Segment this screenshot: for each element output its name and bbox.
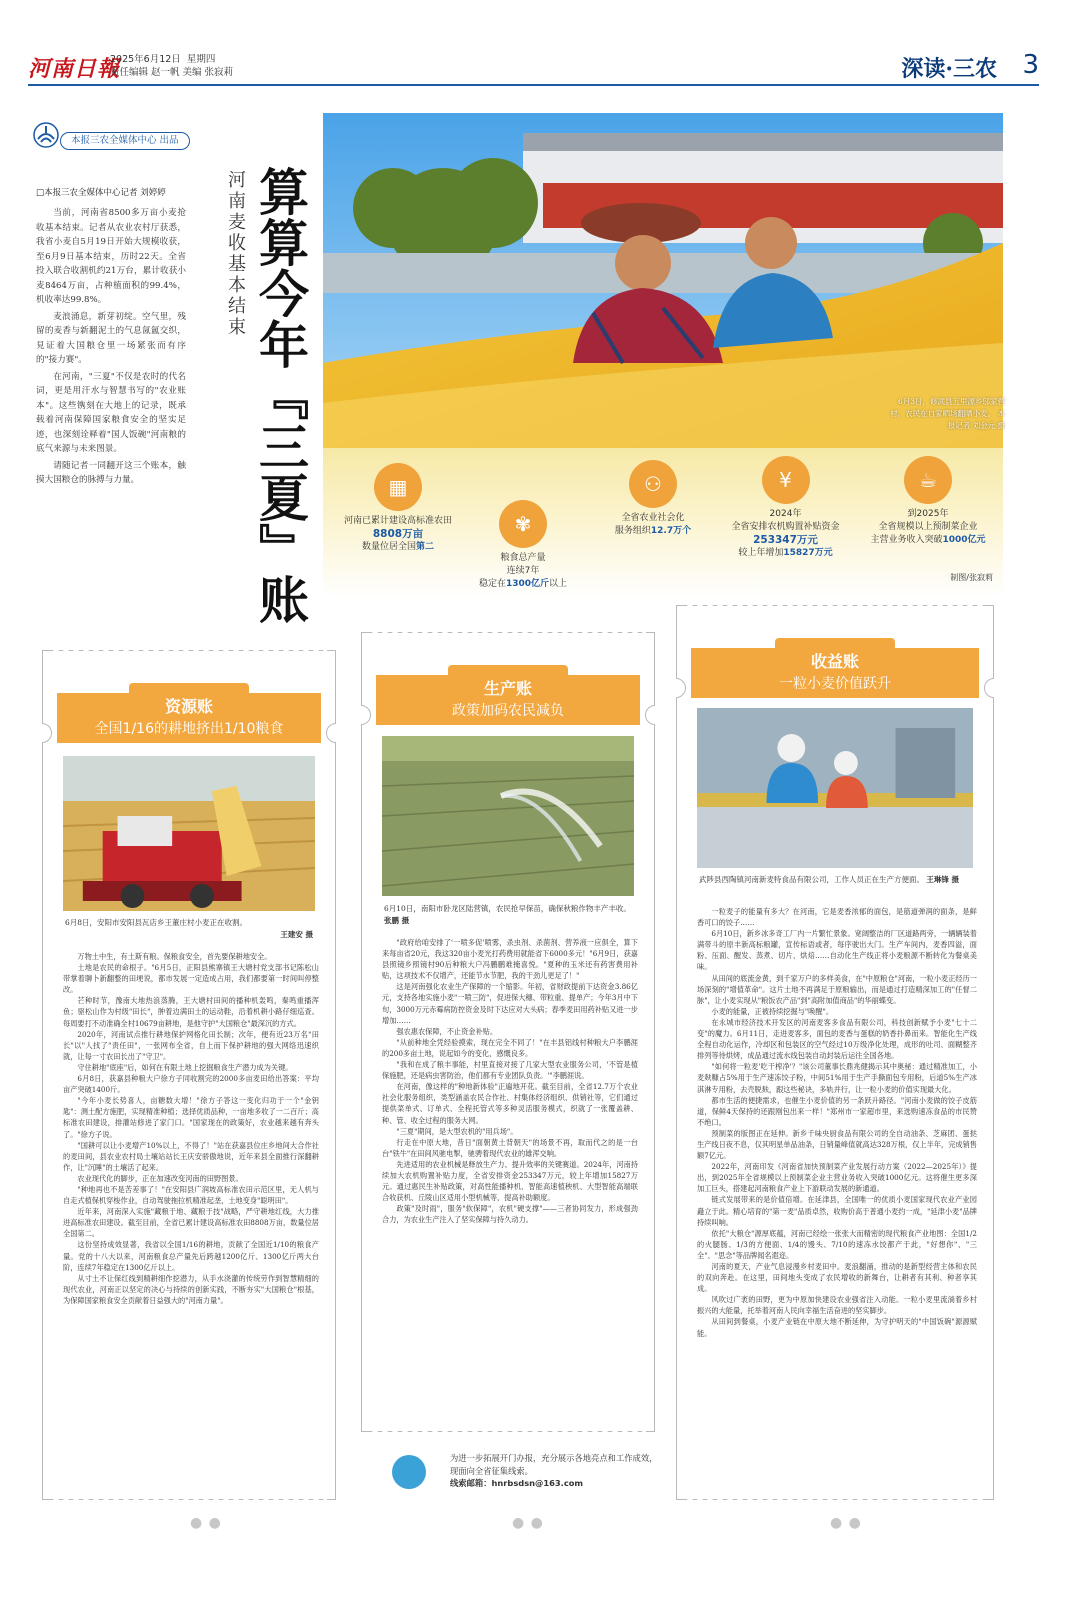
section-title: 深读·三农 (901, 56, 997, 82)
resource-photo-caption: 6月8日，安阳市安阳县瓦店乡王董庄村小麦正在收割。 王建安 摄 (65, 918, 313, 939)
production-article: "政府给咱安排了'一喷多促'喷雾，杀虫剂、杀菌剂、营养液一应俱全，算下来每亩省20元，我这320亩小麦光打药费用就能省下6000多元！"6月9日，获嘉县照镜乡照镜村90后种粮大户冯鹏鹏难掩喜悦。"夏种的玉米还有药害费用补贴，这项技术不仅增产，还能节水节肥，我的干劲儿更足了！" 这是河南强化农业生产保障的一个缩影。年初，省财政提前下达资金3.86亿元，支持各地实施小麦"一喷三防"，促进保大穗、带粒重、提单产；今年3月中下旬，3000万元赤霉病防控资金及时下达应对大头病；春季麦田用药补贴又进一步增加…… 强农惠农保障，不止资金补贴。 "从前种地全凭经验摸索，现在完全不同了！"在丰县铝线村种粮大户李鹏涯的200多亩土地，说起如今的变化，感慨良多。 "我和在成了粮丰事能，村里直接对接了几家大型农业服务公司，'不管是植保施肥，还是病虫害防治，他们都有专业团队负责。'"李鹏涯说。 在河南，像这样的"种地新体验"正遍地开花。截至目前，全省12.7万个农业社会化服务组织，类型涵盖农民合作社、村集体经济组织、供销社等，它们通过提供菜单式、订单式、全程托管式等多种灵活服务模式，织就了一张覆盖耕、种、管、收全过程的服务大网。 "三夏"期间，是大型农机的"用兵场"。 行走在中原大地，昔日"面朝黄土背朝天"的场景不再，取而代之的是一台台"铁牛"在田间风驰电掣，驰骋着现代农业的雄浑交响。 先进适用的农业机械是释放生产力、提升效率的关键赛道。2024年，河南持续加大农机购置补贴力度，全省安排资金253347万元，较上年增加15827万元。通过惠民生补贴政策，对高性能播种机、智能高速植秧机、大型智能高端联合收获机、丘陵山区适用小型机械等，提高补助额度。 政策"及时雨"，服务"软保障"，农机"硬支撑"——三者协同发力，形成强劲合力，为农业生产注入了坚实保障与持久动力。 (382, 938, 638, 1225)
column-title: 收益账 (810, 652, 859, 671)
resource-column (42, 650, 336, 1500)
column-subtitle: 一粒小麦价值跃升 (779, 676, 891, 692)
production-photo-caption: 6月10日，南阳市卧龙区陆营镇，农民抢早保苗，确保秋粮作物丰产丰收。 张鹏 摄 (384, 904, 631, 925)
header-meta (110, 53, 233, 79)
stat-farmland (333, 463, 463, 554)
photo-credit: 张鹏 摄 (384, 916, 410, 925)
intro-paragraph: 麦浪涌息，新芽初绽。空气里，残留的麦香与新翻泥土的气息氤氲交织，見证着大国粮仓里一场紧张而有序的"接力赛"。 (36, 311, 186, 365)
irrigation-photo (382, 736, 634, 896)
food-bowl-icon: ☕ (904, 456, 952, 504)
stat-note: 较上年增加15827万元 (738, 548, 833, 558)
stats-credit: 制图/张寂莉 (950, 573, 993, 582)
lead-notice: 为进一步拓展开门办报，充分展示各地亮点和工作成效，现面向全省征集线索。 线索邮箱：hnrbsdsn@163.com (450, 1452, 660, 1490)
revenue-photo-caption: 武陟县西陶镇河南新麦特食品有限公司，工作人员正在生产方便面。 王琳锋 摄 (699, 875, 960, 884)
wheat-icon: ✾ (499, 500, 547, 548)
stat-label: 河南已累计建设高标准农田 (343, 516, 452, 526)
intro-text (36, 206, 186, 490)
intro-paragraph: 当前，河南省8500多万亩小麦抢收基本结束。记者从农业农村厅获悉，我省小麦自5月19日开始大规模收获，至6月9日基本结束，历时22天。全省投入联合收割机约21万台，累计收获小麦8464万亩，占种植面积的99.4%，机收率达99.8%。 (36, 208, 186, 305)
stat-prepared-food (858, 456, 998, 547)
farmers-icon: ⚇ (629, 460, 677, 508)
speaker-icon (392, 1455, 426, 1489)
revenue-article: 一粒麦子的能量有多大？在河南，它是麦香浓郁的面包，是筋道弹润的面条，是鲜香可口的饺子…… 6月10日，新乡冰多奇工厂内一片繁忙景象。宽阔整洁的厂区道路两旁，一辆辆装着满带斗的原丰新高标粮罐，宣传标语或者，每序驶出大门。生产车间内，麦香四溢，面粉、压面、醒发、蒸煮、切片、烘焙……自动化生产线正将小麦粮源不断转化为餐桌美味。 从田间的底流金黄，到千家万户的多样美食，在"中原粮仓"河南，一粒小麦正经历一场深刻的"增值革命"。这片土地不再满足于原粮输出，而是通过打造精深加工的"任督二脉"，让小麦实现从"粮饭农产品"到"高附加值商品"的华丽蝶变。 小麦的能量，正被持续挖掘与"唤醒"。 在永城市经济技术开发区的河南麦客多食品有限公司，科技创新赋予小麦"七十二变"的魔力。6月11日，走进麦客多，面包的麦香与蛋糕的奶香扑鼻而来。智能化生产线全程自动化运作，冷却区和包装区的空气经过10万级净化处理，成形的吐司、面糊整齐排列等待烘烤，成品通过流水线包装自动封装后运往全国各地。 "如何将一粒麦'吃干榨净'？"该公司董事长鼎兆健揭示其中奥秘：通过精准加工，小麦麸糠占5%用于生产速冻饺子粉，中间51%用于生产手撕面包专用粉，后道5%生产冰淇淋专用粉，去壳脱麸，跟这些秘诀，多轨并行，让一粒小麦的价值实现最大化。 都市生活的便捷需求，也催生小麦价值的另一条跃升路径。"河南小麦做的饺子皮筋道，保鲜4天保持的还跟刚包出来一样！"郑州市一家超市里，来选购速冻食品的市民赞不绝口。 预制菜的版图正在延伸。新乡千味央厨食品有限公司的全自动油条、芝麻团、蛋挞生产线日夜不息，仅其明星单品油条，日销量峰值就高达328万根，仅上半年，完成销售额7亿元。 2022年，河南印发《河南省加快预制菜产业发展行动方案（2022—2025年）》提出，到2025年全省规模以上预制菜企业主营业务收入突破1000亿元。这将催生更多深加工巨头，搭建起河南粮食产业上下游联动发展的新通道。 链式发展带来的是价值倍增。在延津县，全国唯一的优质小麦国家现代农业产业园矗立于此。精心培育的"第一麦"品质卓然，收购价高于普通小麦约一成，"延津小麦"品牌持续叫响。 依托"大粮仓"源厚底蕴，河南已经绘一张张大而精密的现代粮食产业地图：全国1/2的火腿肠、1/3的方便面、1/4的馒头、7/10的速冻水饺都产于此，"好想你"、"三全"、"思念"等品牌闻名遐迩。 河南的夏天，产业气息浸漫乡村麦田中。麦浪翻涌，推动的是新型经营主体和农民的双向奔赴。在这里，田间地头变成了农民增收的新舞台，让耕者有其利、种者享其成。 风吹过广袤的田野，更为中原加快建设农业强省注入动能。一粒小麦里流淌着乡村振兴的大能量，托举着河南人民向幸福生活奋进的坚实脚步。 从田间到餐桌，小麦产业链在中原大地不断延伸，为守护明天的"中国饭碗"源源赋能。 (697, 907, 977, 1338)
photo-credit: 王琳锋 摄 (926, 875, 960, 884)
stat-service-orgs (593, 460, 713, 538)
pager-dots: ● ● (512, 1515, 544, 1531)
stat-note: 数量位居全国第二 (361, 542, 435, 552)
stat-note: 主营业务收入突破1000亿元 (870, 535, 986, 545)
stats-infographic (323, 448, 1003, 598)
production-column (361, 632, 655, 1432)
column-subtitle: 政策加码农民减负 (452, 703, 564, 719)
byline: □本报三农全媒体中心记者 刘婷婷 (36, 188, 166, 198)
hero-caption: 6月3日，修武县五里源乡邬家营村，农民在自家晒场翻晒小麦。 本报记者 刘金元 摄 (890, 397, 1005, 430)
issue-weekday: 星期四 (186, 54, 216, 65)
pager-dots: ● ● (830, 1515, 862, 1531)
photo-credit: 王建安 摄 (280, 930, 313, 939)
intro-paragraph: 在河南，"三夏"不仅是农时的代名词，更是用汗水与智慧书写的"农业账本"。这些镌刻在大地上的记录，既承载着河南保障国家粮食安全的坚实足迹，也深刻诠释着"国人饭碗"河南粮的底气来源与未来图景。 (36, 371, 186, 454)
pager-dots: ● ● (190, 1515, 222, 1531)
media-center-logo-icon (32, 121, 60, 149)
header-rule (28, 84, 1039, 86)
stat-note: 服务组织12.7万个 (614, 526, 692, 536)
stat-value: 8808万亩 (372, 528, 424, 540)
money-bag-icon: ¥ (762, 456, 810, 504)
stat-label: 全省农业社会化 (621, 513, 685, 523)
headline-subtitle: 河南麦收基本结束 (225, 170, 246, 338)
stat-value: 253347万元 (753, 534, 818, 546)
resource-article: 万物土中生，有土斯有粮。保粮食安全，首先要保耕地安全。 土地是农民的命根子。"6月5日，正阳县熊寨镇王大塘村党支部书记陈松山带掌着聊卜新翻整的田埂说，都市发展一定造成占用，我们都要第一时间叫停整改。 芒种时节，豫南大地热浪蒸腾，王大塘村田间的播种机轰鸣，秦鸣重播浑鱼；驱松山作为村级"田长"，肿着边满田土的运动鞋，沿着机耕小路仔细巡查。每周要打不动准确全村10679亩耕地，是他守护"大国粮仓"最深沉的方式。 2020年，河南试点推行耕地保护网格化田长制；次年，便有近23万名"田长"以"人找了"责任田"，一张网布全省，自上而下保护耕地的强大网络迅速织就，让每一寸农田长出了"守卫"。 守住耕地"底座"后，如何在有限土地上挖掘粮食生产潜力成为关键。 6月8日，获嘉县种粮大户徐方子同收割完的2000多亩麦田给出答案：平均亩产突破1400斤。 "今年小麦长势喜人，亩糖数大增！"徐方子答这一变化归功于一个"金钥匙"：测土配方施肥，实现精准种植；选择优质品种，一亩地多收了一二百斤；高标准农田建设，排灌站修进了家门口。"国家现在的政策好，农业越来越有奔头了。"徐方子说。 "国耕可以让小麦增产10%以上，不得了！"站在获嘉县位庄乡地间大合作社的麦田间，县农业农村局土壤站站长王庆安骄傲地说，近年来县全面推行深翻耕作，让"沉睡"的土壤活了起来。 农业现代化的脚步，正在加速改变河南的田野图景。 "种地再也不是苦差事了！"在安阳县广润坡高标准农田示范区里，无人机与自走式植保机穿梭作业，自动驾驶拖拉机精准起垄，土地变身"聪明田"。 近年来，河南深入实施"藏粮于地、藏粮于技"战略，严守耕地红线，大力推进高标准农田建设。截至目前，全省已累计建设高标准农田8808万亩，数量位居全国第二。 这份坚持成效显著，我省以全国1/16的耕地，贡献了全国近1/10的粮食产量。党的十八大以来，河南粮食总产量先后跨越1200亿斤、1300亿斤两大台阶，连续7年稳定在1300亿斤以上。 从寸土不让保红线到精耕细作挖潜力，从手水浇灌的传统劳作到智慧精细的现代农业，河南正以坚定的决心与持续的创新实践，不断夯实"大国粮仓"根基，为保障国家粮食安全贡献着日益强大的"河南力量"。 (63, 952, 319, 1305)
intro-paragraph: 请随记者一同翻开这三个账本，触摸大国粮仓的脉搏与力量。 (36, 460, 186, 485)
stat-label: 到2025年 全省规模以上预制菜企业 (878, 509, 978, 532)
factory-photo (697, 708, 973, 868)
stat-note: 连续7年 稳定在1300亿斤以上 (478, 566, 568, 589)
resource-banner (57, 693, 321, 743)
issue-date: 2025年6月12日 (110, 54, 181, 65)
stat-label: 粮食总产量 (500, 553, 546, 563)
lead-email: 线索邮箱：hnrbsdsn@163.com (450, 1478, 584, 1488)
source-badge: 本报三农全媒体中心 出品 (60, 132, 190, 150)
revenue-column (676, 605, 994, 1500)
headline-title: 算算今年『三夏』账 (251, 166, 310, 625)
page-number: 3 (1022, 50, 1039, 80)
harvester-photo (63, 756, 315, 911)
stat-label: 2024年 全省安排农机购置补贴资金 (731, 509, 840, 532)
revenue-banner (691, 648, 979, 698)
column-title: 生产账 (483, 679, 532, 698)
stat-grain-output (463, 500, 583, 591)
column-title: 资源账 (164, 697, 213, 716)
stat-machinery-subsidy (718, 456, 853, 560)
production-banner (376, 675, 640, 725)
column-subtitle: 全国1/16的耕地挤出1/10粮食 (94, 721, 284, 737)
farmland-icon: ▦ (374, 463, 422, 511)
masthead: 河南日報 (28, 56, 121, 82)
editors-line: 责任编辑 赵一帆 美编 张寂莉 (110, 67, 234, 78)
